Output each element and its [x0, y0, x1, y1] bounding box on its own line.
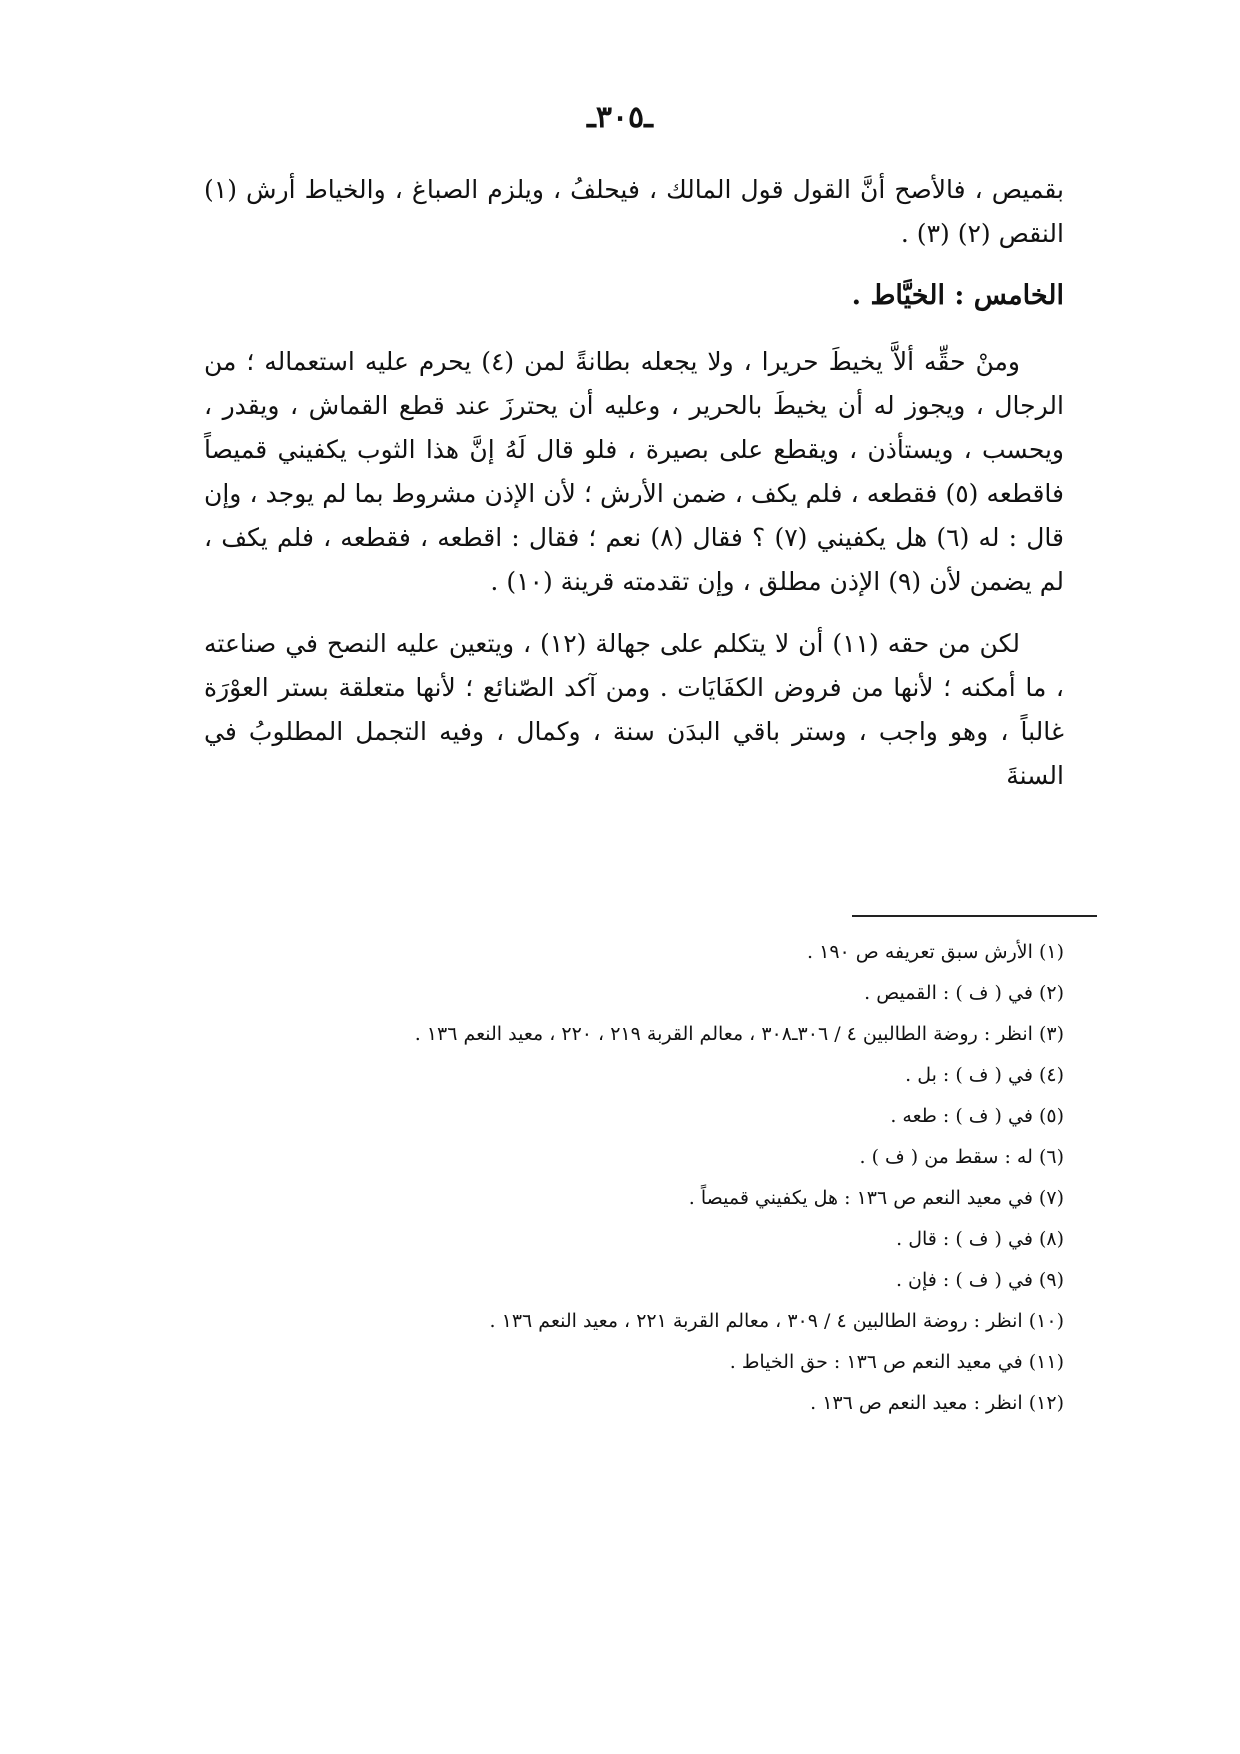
paragraph: ومنْ حقِّه ألاَّ يخيطَ حريرا ، ولا يجعله بطانةً لمن (٤) يحرم عليه استعماله ؛ من الرجال ، ويجوز له أن يخيطَ بالحرير ، وعليه أن يحترزَ عند قطع القماش ، ويقدر ، ويحسب ، ويستأذن ، ويقطع على بصيرة ، فلو قال لَهُ إنَّ هذا الثوب يكفيني قميصاً فاقطعه (٥) فقطعه ، فلم يكف ، ضمن الأرش ؛ لأن الإذن مشروط بما لم يوجد ، وإن قال : له (٦) هل يكفيني (٧) ؟ فقال (٨) نعم ؛ فقال : اقطعه ، فقطعه ، فلم يكف ، لم يضمن لأن (٩) الإذن مطلق ، وإن تقدمته قرينة (١٠) . [204, 347, 1064, 596]
footnote: (٥) في ( ف ) : طعه . [890, 1105, 1064, 1127]
footnote: (٩) في ( ف ) : فإن . [895, 1269, 1064, 1291]
footnote: (٦) له : سقط من ( ف ) . [859, 1146, 1064, 1168]
paragraph-continuation: بقميص ، فالأصح أنَّ القول قول المالك ، فيحلفُ ، ويلزم الصباغ ، والخياط أرش (١) النقص (٢) (٣) . [204, 175, 1064, 248]
section-heading: الخامس : الخيَّاط . [851, 280, 1064, 311]
footnote: (٤) في ( ف ) : بل . [905, 1064, 1064, 1086]
footnotes [204, 932, 1064, 1424]
footnote: (١٢) انظر : معيد النعم ص ١٣٦ . [810, 1392, 1064, 1414]
footnote: (١١) في معيد النعم ص ١٣٦ : حق الخياط . [729, 1351, 1064, 1373]
footnote: (١٠) انظر : روضة الطالبين ٤ / ٣٠٩ ، معالم القربة ٢٢١ ، معيد النعم ١٣٦ . [489, 1310, 1064, 1332]
footnote: (٧) في معيد النعم ص ١٣٦ : هل يكفيني قميصاً . [688, 1187, 1064, 1209]
footnote: (٢) في ( ف ) : القميص . [864, 982, 1064, 1004]
footnote: (٨) في ( ف ) : قال . [896, 1228, 1064, 1250]
paragraph: لكن من حقه (١١) أن لا يتكلم على جهالة (١٢) ، ويتعين عليه النصح في صناعته ، ما أمكنه ؛ لأنها من فروض الكفَايَات . ومن آكد الصّنائع ؛ لأنها متعلقة بستر العوْرَة غالباً ، وهو واجب ، وستر باقي البدَن سنة ، وكمال ، وفيه التجمل المطلوبُ في السنةَ [204, 629, 1064, 790]
footnote: (٣) انظر : روضة الطالبين ٤ / ٣٠٦ـ٣٠٨ ، معالم القربة ٢١٩ ، ٢٢٠ ، معيد النعم ١٣٦ . [414, 1023, 1064, 1045]
footnote-separator [852, 915, 1097, 917]
footnote: (١) الأرش سبق تعريفه ص ١٩٠ . [807, 941, 1064, 963]
main-text [204, 168, 1064, 816]
page-number: ـ٣٠٥ـ [587, 100, 653, 135]
